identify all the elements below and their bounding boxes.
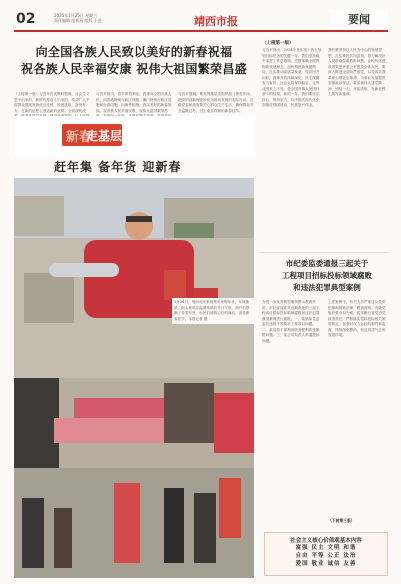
core-values-row-3: 爱国 敬业 诚信 友善 [295,561,357,567]
case-body-col-2: 上述案例中，有关人员严重违反党的纪律和国家法律，教训深刻。各级党组织要引以为戒，切实履行管党治党政治责任，严格落实招标投标相关制度规定，加强对权力运行的制约和监督，持续深化整治，营造风清气正的发展环境。 [328,300,386,337]
lead-body-col-2: 习近平指出，春节即将来临，我谨向全国各族人民，向香港特别行政区同胞、澳门特别行政区同胞和台湾同胞，向海外侨胞，致以美好的新春祝福。祝各族人民幸福安康，祝伟大祖国繁荣昌 [96,92,172,113]
core-values-row-2: 自由 平等 公正 法治 [295,553,357,559]
market-scene-illustration [14,178,254,578]
lead-body-col-1: （上接第一版）习近平在视察时强调，社会主义是干出来的，新时代是奋斗出来的。希望广大干部群众继续发扬优良传统，锐意进取，奋发有为，在新的征程上创造新的业绩。全面深化改 [14,92,90,113]
section-label: 要闻 [330,10,388,30]
case-headline [265,258,389,294]
photo-caption: 1月24日，靖西市民来到集市采购年货，年味渐浓。街头巷尾洋溢着浓浓的节日气氛，商户们摆满了各类年货，市民们选购心仪的商品，喜迎新春佳节。本报记者 摄 [172,298,254,324]
page-header [14,10,388,32]
badge-text-xinchun: 新春 [66,130,93,145]
core-values-title: 社会主义核心价值观基本内容 [290,538,362,544]
case-headline-line-2: 工程项目招标投标领域腐败 [282,271,372,280]
core-values-box [264,532,388,576]
feature-badge [62,124,122,146]
right-body-col-2: 我们要坚持以人民为中心的发展思想，扎实推进共同富裕，着力解决好人民群众急难愁盼问题，让现代化建设成果更多更公平惠及全体人民。要深入推进全面从严治党，以党的自我革命引领社会革命，为事业发展提供坚强政治保证。要弘扬伟大建党精神，团结一心，开拓进取，在新征程上续写新篇章。 [328,48,386,96]
case-body-col-1: 为进一步发挥典型案例警示教育作用，市纪委监委对近期查处的三起工程项目招标投标领域腐败和违法犯罪典型案例进行通报。一、某镇原党委委员违规干预插手工程项目问题。二、某局原干部利用职务便利收受贿赂问题。三、某公司负责人串通投标问题。 [262,300,320,343]
lead-headline-line-2: 祝各族人民幸福安康 祝伟大祖国繁荣昌盛 [21,62,247,76]
core-values-row-1: 富强 民主 文明 和谐 [295,545,357,551]
right-body-col-1: 习近平指出，2024年是实现十四五规划目标任务的关键一年。我们坚持稳中求进工作总基调，完整准确全面贯彻新发展理念，加快构建新发展格局，扎实推动高质量发展，经济回升向好，改革开放持续深化，民生保障有力有效，社会大局保持稳定。这些成绩来之不易，是全国各族人民团结奋斗的结果。新的一年，我们要坚定信心、保持定力，以中国式现代化全面推进强国建设、民族复兴伟业。 [262,48,322,107]
page-number: 02 [16,11,36,27]
newspaper-brand: 靖西市报 [194,15,238,28]
continued-marker: （上接第一版） [262,41,294,46]
case-headline-line-1: 市纪委监委通报三起关于 [285,259,369,268]
continued-to: （下转第三版） [328,518,355,523]
lead-headline [14,44,254,78]
divider [260,252,388,253]
badge-text-zoujiceng: 走基层 [86,129,123,143]
feature-title: 赶年集 备年货 迎新春 [54,160,182,174]
case-headline-line-3: 和违法犯罪典型案例 [293,283,361,292]
issue-meta: 2025年1月25日 星期六 责任编辑 范春燕 组版 王进 [54,13,102,23]
lead-body-col-3: 习近平强调，要发挥基层党组织战斗堡垒作用，把党的创新理论转化为推动发展的实际行动。各级党委和政府要关心群众生产生活，确保群众安全温暖过冬，过上欢乐祥和的新春佳节。 [178,92,254,113]
lead-headline-line-1: 向全国各族人民致以美好的新春祝福 [35,45,233,59]
market-photo [14,178,254,578]
feature-banner [14,116,254,156]
